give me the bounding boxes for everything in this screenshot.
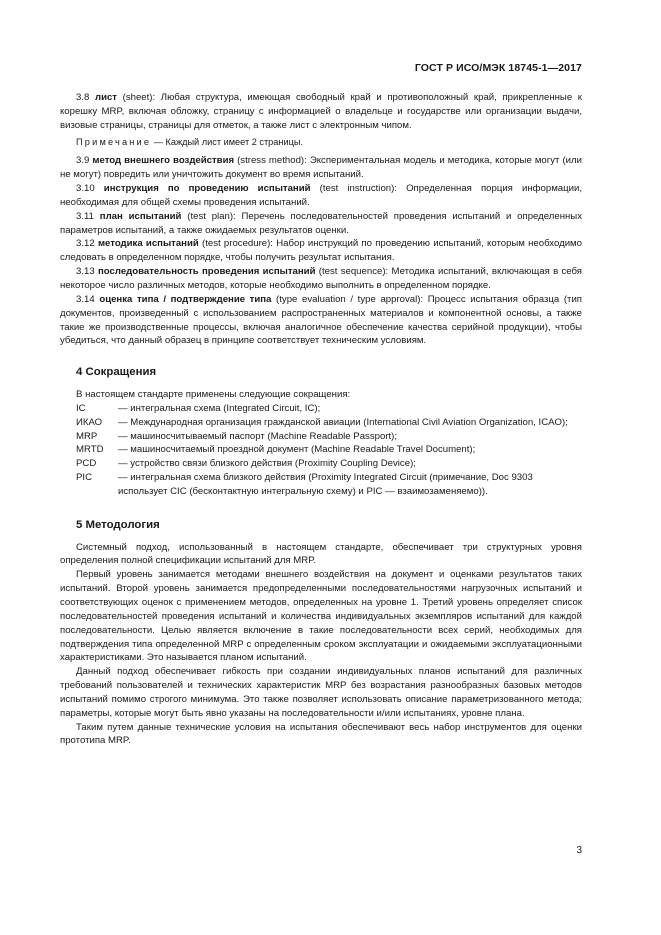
abbreviation-code: IC (76, 402, 86, 414)
definition-3-13 (60, 265, 582, 293)
definition-text: (test procedure): Набор инструкций по проведению испытаний, которым необходимо следовать в определенном порядке, чтобы получить результат испытания. (60, 238, 582, 264)
definition-number: 3.9 (76, 155, 90, 167)
page-number: 3 (576, 845, 582, 856)
abbreviation-desc: — интегральная схема (Integrated Circuit, IC); (118, 402, 321, 414)
abbreviation-item (60, 416, 582, 430)
definition-3-8 (60, 91, 582, 133)
definition-number: 3.11 (76, 210, 94, 222)
abbreviation-code: PCD (76, 458, 97, 470)
abbreviation-code: PIC (76, 472, 92, 484)
abbreviation-desc: — устройство связи близкого действия (Proximity Coupling Device); (118, 458, 416, 470)
definition-3-12 (60, 237, 582, 265)
section-5-paragraph: Первый уровень занимается методами внешнего воздействия на документ и оценками результатов таких испытаний. Второй уровень занимается предопределенными последовательностями нагрузочных испытаний и соответствующих оценок с применением методов, определенных на уровне 1. Третий уровень определяет список последовательностей проведения испытаний и количества индивидуальных экземпляров испытаний для каждой последовательности. Целью является включение в такие последовательности всех серий, необходимых для подтверждения типа определенной MRP с определенным сроком эксплуатации и ожидаемыми эксплуатационными характеристиками. Это называется планом испытаний. (60, 569, 582, 664)
definition-number: 3.12 (76, 238, 95, 250)
definition-3-10 (60, 182, 582, 210)
abbreviation-desc: — машиносчитываемый паспорт (Machine Readable Passport); (118, 430, 398, 442)
abbreviation-code: MRP (76, 430, 98, 442)
definition-term: оценка типа / подтверждение типа (99, 293, 272, 305)
abbreviation-item (60, 430, 582, 444)
definition-text: (type evaluation / type approval): Процесс испытания образца (тип документов, произведенный с использованием распространенных материалов и компонентной основы, а также такие же производственные процессы, включая аналогичное обеспечение качества серийной продукции), чтобы убедиться, что данный образец в принципе соответствует техническим условиям. (60, 293, 583, 347)
abbreviation-code: MRTD (76, 444, 104, 456)
definition-term: метод внешнего воздействия (92, 155, 235, 167)
standard-header: ГОСТ Р ИСО/МЭК 18745-1—2017 (414, 62, 582, 74)
note (60, 136, 582, 150)
section-5-title: 5 Методология (76, 518, 160, 531)
section-5-paragraph: Системный подход, использованный в настоящем стандарте, обеспечивает три структурных уровня определения полной спецификации испытаний для MRP. (60, 541, 582, 567)
definition-text: (sheet): Любая структура, имеющая свободный край и противоположный край, прикрепленные к корешку MRP, включая обложку, страницу с информацией о владельце и государстве или организации выдачи, визовые страницы, страницы для отметок, а также лист с электронным чипом. (60, 92, 582, 131)
definition-number: 3.13 (76, 266, 95, 278)
definition-term: методика испытаний (97, 238, 199, 250)
note-label: Примечание (76, 136, 152, 147)
abbreviation-desc: — интегральная схема близкого действия (Proximity Integrated Circuit (примечание, Doc 9303 использует CIC (бесконтактную интегральную схему) и PIC — взаимозаменяемо)). (118, 472, 533, 497)
definition-text: (test sequence): Методика испытаний, включающая в себя некоторое число различных методов, которые необходимо выполнить в определенном порядке. (60, 266, 582, 291)
definition-3-9 (60, 154, 582, 182)
document-body (60, 91, 582, 748)
definition-term: последовательность проведения испытаний (97, 266, 316, 278)
abbreviation-item (60, 443, 582, 457)
definition-3-11 (60, 210, 582, 238)
definition-number: 3.14 (76, 293, 95, 305)
section-5-paragraph: Таким путем данные технические условия на испытания обеспечивают весь набор инструментов для оценки прототипа MRP. (60, 721, 582, 747)
definition-term: план испытаний (99, 210, 182, 222)
abbreviation-item (60, 457, 582, 471)
abbreviation-code: ИКАО (76, 416, 103, 428)
section-5-paragraph: Данный подход обеспечивает гибкость при создании индивидуальных планов испытаний для различных требований пользователей и технических характеристик MRP без возрастания разнообразных базовых методов испытаний помимо строгого минимума. Это также позволяет использовать описание параметризованного метода; параметры, которые могут быть явно указаны на последовательности и/или испытаниях, уровне плана. (60, 666, 582, 719)
section-4-intro: В настоящем стандарте применены следующие сокращения: (76, 389, 351, 401)
definition-text: (test plan): Перечень последовательностей проведения испытаний и определенных параметров испытаний, а также ожидаемых результатов оценки. (60, 210, 582, 236)
definition-3-14 (60, 293, 582, 348)
definition-text: (test instruction): Определенная порция информации, необходимая для общей схемы проведения испытаний. (60, 183, 583, 208)
definition-term: инструкция по проведению испытаний (103, 183, 311, 195)
abbreviation-desc: — машиносчитаемый проездной документ (Machine Readable Travel Document); (118, 444, 476, 456)
definition-number: 3.10 (76, 183, 95, 195)
abbreviation-item (60, 402, 582, 416)
definition-text: (stress method): Экспериментальная модель и методика, которые могут (или не могут) повредить или уничтожить документ во время испытаний. (60, 155, 582, 181)
abbreviation-item (60, 471, 582, 499)
definition-term: лист (94, 92, 118, 103)
note-text: — Каждый лист имеет 2 страницы. (151, 136, 304, 147)
section-4-title: 4 Сокращения (76, 366, 157, 379)
abbreviation-desc: — Международная организация гражданской авиации (International Civil Aviation Organization, ICAO); (118, 416, 568, 428)
definition-number: 3.8 (76, 92, 90, 103)
